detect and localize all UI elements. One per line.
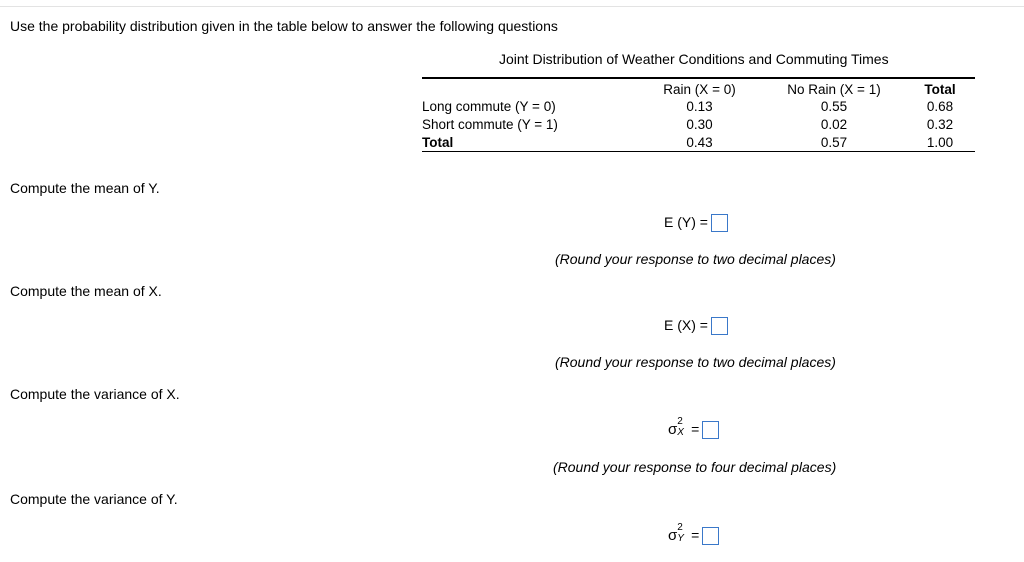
mean-y-label: E (Y) = <box>664 214 708 230</box>
sigma-symbol: σ <box>668 421 678 438</box>
subscript-y: Y <box>677 533 684 545</box>
table-top-rule <box>422 77 975 79</box>
row-label-short-commute: Short commute (Y = 1) <box>422 117 558 132</box>
superscript-2: 2 <box>677 522 683 534</box>
question-mean-y: Compute the mean of Y. <box>10 180 160 196</box>
variance-x-rounding-note: (Round your response to four decimal places) <box>553 459 837 475</box>
variance-x-answer-input[interactable] <box>702 421 719 439</box>
mean-x-answer-input[interactable] <box>711 317 728 335</box>
question-variance-x: Compute the variance of X. <box>10 386 180 402</box>
table-cell: 0.55 <box>820 99 848 114</box>
variance-y-equation <box>668 522 719 545</box>
table-cell: 0.30 <box>686 117 713 132</box>
header-total: Total <box>924 82 956 97</box>
table-cell: 0.68 <box>926 99 954 114</box>
subscript-x: X <box>677 427 684 439</box>
question-variance-y: Compute the variance of Y. <box>10 491 178 507</box>
table-cell: 0.13 <box>686 99 713 114</box>
table-cell: 0.32 <box>926 117 954 132</box>
table-title: Joint Distribution of Weather Conditions and Commuting Times <box>499 51 889 67</box>
header-rain: Rain (X = 0) <box>663 82 736 97</box>
top-divider <box>0 6 1024 7</box>
table-cell: 0.43 <box>686 135 713 150</box>
variance-x-equation <box>668 416 719 439</box>
table-cell: 0.57 <box>820 135 848 150</box>
row-label-total: Total <box>422 135 454 150</box>
mean-x-rounding-note: (Round your response to two decimal places) <box>555 354 836 370</box>
row-label-long-commute: Long commute (Y = 0) <box>422 99 556 114</box>
equals-sign: = <box>691 527 700 543</box>
superscript-2: 2 <box>677 416 683 428</box>
mean-x-label: E (X) = <box>664 317 708 333</box>
table-cell: 0.02 <box>820 117 848 132</box>
mean-y-rounding-note: (Round your response to two decimal places) <box>555 251 836 267</box>
variance-y-answer-input[interactable] <box>702 527 719 545</box>
table-cell: 1.00 <box>926 135 954 150</box>
instructions-text: Use the probability distribution given in the table below to answer the following questions <box>10 18 558 34</box>
mean-x-equation <box>664 317 728 335</box>
mean-y-answer-input[interactable] <box>711 214 728 232</box>
mean-y-equation <box>664 214 728 232</box>
sigma-symbol: σ <box>668 527 678 544</box>
table-bottom-rule <box>422 151 975 152</box>
equals-sign: = <box>691 421 700 437</box>
question-mean-x: Compute the mean of X. <box>10 283 162 299</box>
header-no-rain: No Rain (X = 1) <box>787 82 881 97</box>
